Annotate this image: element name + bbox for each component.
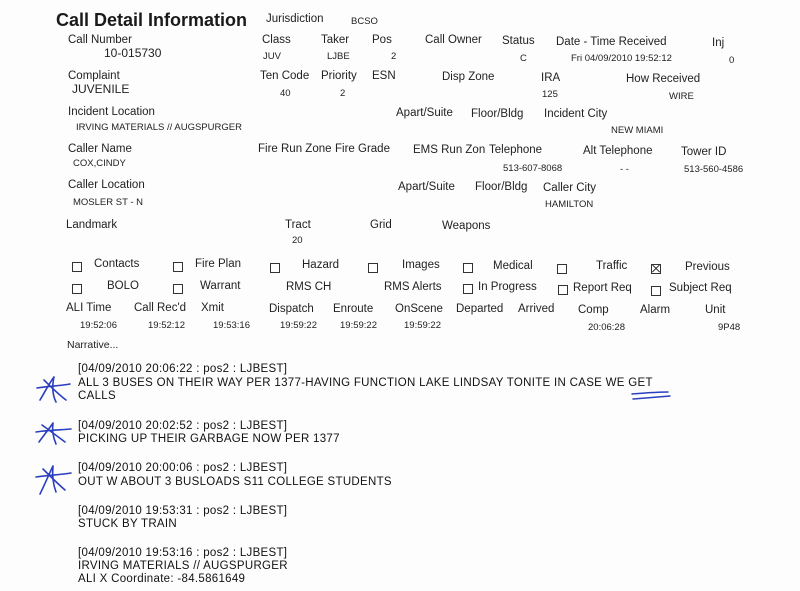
narrative-entry-text: ALL 3 BUSES ON THEIR WAY PER 1377-HAVING FUNCTION LAKE LINDSAY TONITE IN CASE WE GET [78, 377, 653, 389]
warrant-checkbox[interactable] [173, 284, 183, 294]
images-label: Images [402, 259, 440, 271]
status-label: Status [502, 35, 535, 47]
narrative-entry-header: [04/09/2010 19:53:31 : pos2 : LJBEST] [78, 505, 288, 517]
esn-label: ESN [372, 70, 396, 82]
ten-code-value: 40 [280, 88, 291, 99]
report-req-label: Report Req [573, 282, 632, 294]
caller-location-value: MOSLER ST - N [73, 197, 144, 208]
call-number-value: 10-015730 [104, 46, 162, 60]
contacts-checkbox[interactable] [72, 262, 82, 272]
telephone-label: Telephone [489, 144, 543, 156]
alt-telephone-value: - - [620, 164, 629, 175]
priority-value: 2 [340, 88, 346, 99]
taker-label: Taker [321, 34, 350, 46]
floor-bldg-label: Floor/Bldg [471, 108, 524, 120]
jurisdiction-value: BCSO [351, 16, 378, 27]
telephone-value: 513-607-8068 [503, 163, 563, 174]
narrative-entry-header: [04/09/2010 20:02:52 : pos2 : LJBEST] [78, 420, 288, 432]
narrative-entry-header: [04/09/2010 20:00:06 : pos2 : LJBEST] [78, 462, 288, 474]
call-recd-label: Call Rec'd [134, 302, 187, 314]
caller-name-label: Caller Name [68, 143, 132, 155]
grid-label: Grid [370, 219, 392, 231]
class-label: Class [262, 34, 291, 46]
incident-location-value: IRVING MATERIALS // AUGSPURGER [76, 122, 242, 133]
jurisdiction-label: Jurisdiction [266, 13, 324, 25]
call-owner-label: Call Owner [425, 34, 482, 46]
date-time-label: Date - Time Received [556, 36, 667, 48]
status-value: C [520, 53, 527, 64]
inj-label: Inj [712, 37, 725, 49]
narrative-entry-header: [04/09/2010 20:06:22 : pos2 : LJBEST] [78, 363, 288, 375]
call-recd-value: 19:52:12 [148, 320, 185, 331]
narrative-entry-text: CALLS [78, 390, 116, 402]
ali-time-label: ALI Time [66, 302, 112, 314]
arrived-label: Arrived [518, 303, 555, 315]
caller-location-label: Caller Location [68, 179, 145, 191]
caller-name-value: COX,CINDY [73, 158, 126, 169]
caller-city-label: Caller City [543, 182, 597, 194]
tower-id-value: 513-560-4586 [684, 164, 744, 175]
disp-zone-label: Disp Zone [442, 71, 495, 83]
ira-label: IRA [541, 72, 561, 84]
apart-suite-label: Apart/Suite [396, 107, 453, 119]
pos-label: Pos [372, 34, 392, 46]
xmit-value: 19:53:16 [213, 320, 250, 331]
inj-value: 0 [729, 55, 735, 66]
fire-plan-label: Fire Plan [195, 258, 242, 270]
caller-floor-bldg-label: Floor/Bldg [475, 181, 528, 193]
ems-run-zon-label: EMS Run Zon [413, 144, 486, 156]
ali-time-value: 19:52:06 [80, 320, 117, 331]
caller-apart-suite-label: Apart/Suite [398, 181, 455, 193]
comp-label: Comp [578, 304, 609, 316]
ten-code-label: Ten Code [260, 70, 310, 82]
enroute-label: Enroute [333, 303, 374, 315]
in-progress-label: In Progress [478, 281, 537, 293]
onscene-label: OnScene [395, 303, 443, 315]
in-progress-checkbox[interactable] [463, 284, 473, 294]
contacts-label: Contacts [94, 258, 140, 270]
narrative-entry-text: ALI X Coordinate: -84.5861649 [78, 573, 246, 585]
departed-label: Departed [456, 303, 504, 315]
hazard-label: Hazard [302, 259, 340, 271]
caller-city-value: HAMILTON [545, 199, 594, 210]
images-checkbox[interactable] [368, 263, 378, 273]
narrative-entry-text: IRVING MATERIALS // AUGSPURGER [78, 560, 288, 572]
narrative-entry-text: PICKING UP THEIR GARBAGE NOW PER 1377 [78, 433, 340, 445]
pen-star-mark-icon [34, 462, 74, 498]
pen-underline-mark-icon [630, 390, 672, 402]
pen-star-mark-icon [34, 374, 74, 406]
alarm-label: Alarm [640, 304, 671, 316]
unit-value: 9P48 [718, 322, 741, 333]
dispatch-label: Dispatch [269, 303, 314, 315]
how-received-label: How Received [626, 73, 701, 85]
report-req-checkbox[interactable] [558, 285, 568, 295]
subject-req-label: Subject Req [669, 282, 732, 294]
rms-ch-label: RMS CH [286, 281, 332, 293]
narrative-label: Narrative... [67, 339, 119, 351]
ira-value: 125 [542, 89, 558, 100]
date-time-value: Fri 04/09/2010 19:52:12 [571, 53, 672, 64]
dispatch-value: 19:59:22 [280, 320, 317, 331]
warrant-label: Warrant [200, 280, 241, 292]
fire-plan-checkbox[interactable] [173, 262, 183, 272]
medical-label: Medical [493, 260, 533, 272]
subject-req-checkbox[interactable] [651, 286, 661, 296]
incident-city-value: NEW MIAMI [611, 125, 664, 136]
rms-alerts-label: RMS Alerts [384, 281, 442, 293]
onscene-value: 19:59:22 [404, 320, 441, 331]
narrative-entry-header: [04/09/2010 19:53:16 : pos2 : LJBEST] [78, 547, 288, 559]
taker-value: LJBE [327, 51, 350, 62]
incident-city-label: Incident City [544, 108, 608, 120]
comp-value: 20:06:28 [588, 322, 625, 333]
bolo-checkbox[interactable] [72, 284, 82, 294]
landmark-label: Landmark [66, 219, 118, 231]
complaint-value: JUVENILE [72, 82, 130, 96]
tower-id-label: Tower ID [681, 146, 727, 158]
medical-checkbox[interactable] [463, 263, 473, 273]
narrative-entry-text: STUCK BY TRAIN [78, 518, 177, 530]
priority-label: Priority [321, 70, 357, 82]
how-received-value: WIRE [669, 91, 694, 102]
narrative-entry-text: OUT W ABOUT 3 BUSLOADS S11 COLLEGE STUDENTS [78, 476, 392, 488]
fire-run-zone-label: Fire Run Zone [258, 143, 332, 155]
traffic-label: Traffic [596, 260, 628, 272]
incident-location-label: Incident Location [68, 106, 155, 118]
fire-grade-label: Fire Grade [335, 143, 390, 155]
page-title: Call Detail Information [56, 10, 248, 30]
bolo-label: BOLO [107, 280, 139, 292]
tract-label: Tract [285, 219, 311, 231]
traffic-checkbox[interactable] [557, 264, 567, 274]
previous-label: Previous [685, 261, 730, 273]
pos-value: 2 [391, 51, 397, 62]
enroute-value: 19:59:22 [340, 320, 377, 331]
unit-label: Unit [705, 304, 726, 316]
hazard-checkbox[interactable] [270, 263, 280, 273]
class-value: JUV [263, 51, 281, 62]
weapons-label: Weapons [442, 220, 491, 232]
pen-star-mark-icon [34, 420, 74, 448]
alt-telephone-label: Alt Telephone [583, 145, 653, 157]
call-number-label: Call Number [68, 34, 132, 46]
tract-value: 20 [292, 235, 303, 246]
previous-checkbox[interactable] [651, 264, 661, 274]
xmit-label: Xmit [201, 302, 224, 314]
complaint-label: Complaint [68, 70, 120, 82]
